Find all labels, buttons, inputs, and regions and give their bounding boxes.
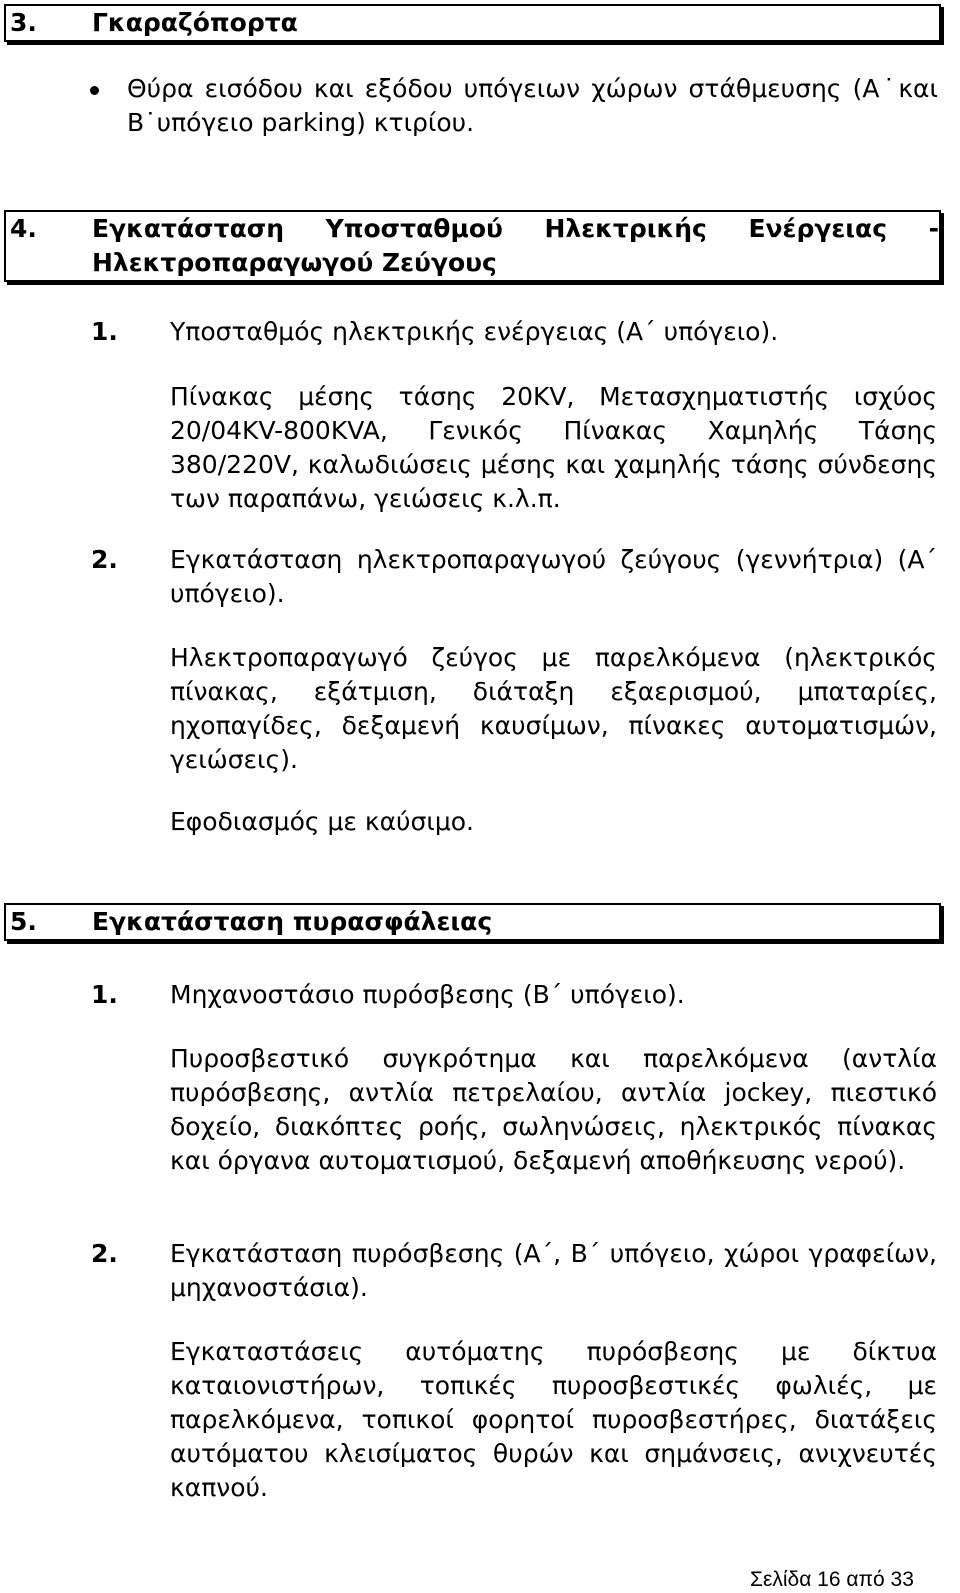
section-4-item-1-title: Υποσταθμός ηλεκτρικής ενέργειας (Α΄ υπόγειο). — [170, 317, 779, 346]
section-5-heading — [4, 903, 941, 941]
section-4-item-2-title: Εγκατάσταση ηλεκτροπαραγωγού ζεύγους (γεννήτρια) (Α΄ υπόγειο). — [170, 545, 937, 608]
bullet-icon — [90, 86, 99, 95]
section-5-item-1-description: Πυροσβεστικό συγκρότημα και παρελκόμενα (αντλία πυρόσβεσης, αντλία πετρελαίου, αντλία jockey, πιεστικό δοχείο, διακόπτες ροής, σωληνώσεις, ηλεκτρικός πίνακας και όργανα αυτοματισμού, δεξαμενή αποθήκευσης νερού). — [170, 1044, 937, 1175]
section-3-heading — [4, 4, 941, 42]
section-3-number: 3. — [10, 8, 37, 37]
section-4-title: Εγκατάσταση Υποσταθμού Ηλεκτρικής Ενέργειας - Ηλεκτροπαραγωγού Ζεύγους — [92, 214, 939, 277]
section-4-item-2-description: Ηλεκτροπαραγωγό ζεύγος με παρελκόμενα (ηλεκτρικός πίνακας, εξάτμιση, διάταξη εξαερισμού, μπαταρίες, ηχοπαγίδες, δεξαμενή καυσίμων, πίνακες αυτοματισμών, γειώσεις). — [170, 643, 937, 774]
bullet-text: Θύρα εισόδου και εξόδου υπόγειων χώρων στάθμευσης (Α˙και Β˙υπόγειο parking) κτιρίου. — [127, 74, 938, 137]
section-4-number: 4. — [10, 214, 37, 243]
section-5-item-2-number: 2. — [91, 1239, 118, 1268]
section-5-number: 5. — [10, 907, 37, 936]
section-5-item-2-description: Εγκαταστάσεις αυτόματης πυρόσβεσης με δίκτυα καταιονιστήρων, τοπικές πυροσβεστικές φωλιές, με παρελκόμενα, τοπικοί φορητοί πυροσβεστήρες, διατάξεις αυτόματου κλεισίματος θυρών και σημάνσεις, ανιχνευτές καπνού. — [170, 1337, 937, 1502]
page-number: Σελίδα 16 από 33 — [750, 1568, 914, 1591]
section-4-item-1-description: Πίνακας μέσης τάσης 20KV, Μετασχηματιστής ισχύος 20/04KV-800KVA, Γενικός Πίνακας Χαμηλής Τάσης 380/220V, καλωδιώσεις μέσης και χαμηλής τάσης σύνδεσης των παραπάνω, γειώσεις κ.λ.π. — [170, 382, 937, 513]
section-5-item-1-title: Μηχανοστάσιο πυρόσβεσης (Β΄ υπόγειο). — [170, 980, 685, 1009]
section-5-item-1-number: 1. — [91, 980, 118, 1009]
section-4-item-2-note: Εφοδιασμός με καύσιμο. — [170, 807, 474, 836]
section-4-heading — [4, 210, 941, 282]
section-3-title: Γκαραζόπορτα — [92, 8, 298, 37]
section-4-item-2-number: 2. — [91, 545, 118, 574]
section-4-item-1-number: 1. — [91, 317, 118, 346]
bullet-list-item — [90, 72, 938, 140]
section-5-item-2-title: Εγκατάσταση πυρόσβεσης (Α΄, Β΄ υπόγειο, χώροι γραφείων, μηχανοστάσια). — [170, 1239, 937, 1302]
section-5-title: Εγκατάσταση πυρασφάλειας — [92, 907, 493, 936]
